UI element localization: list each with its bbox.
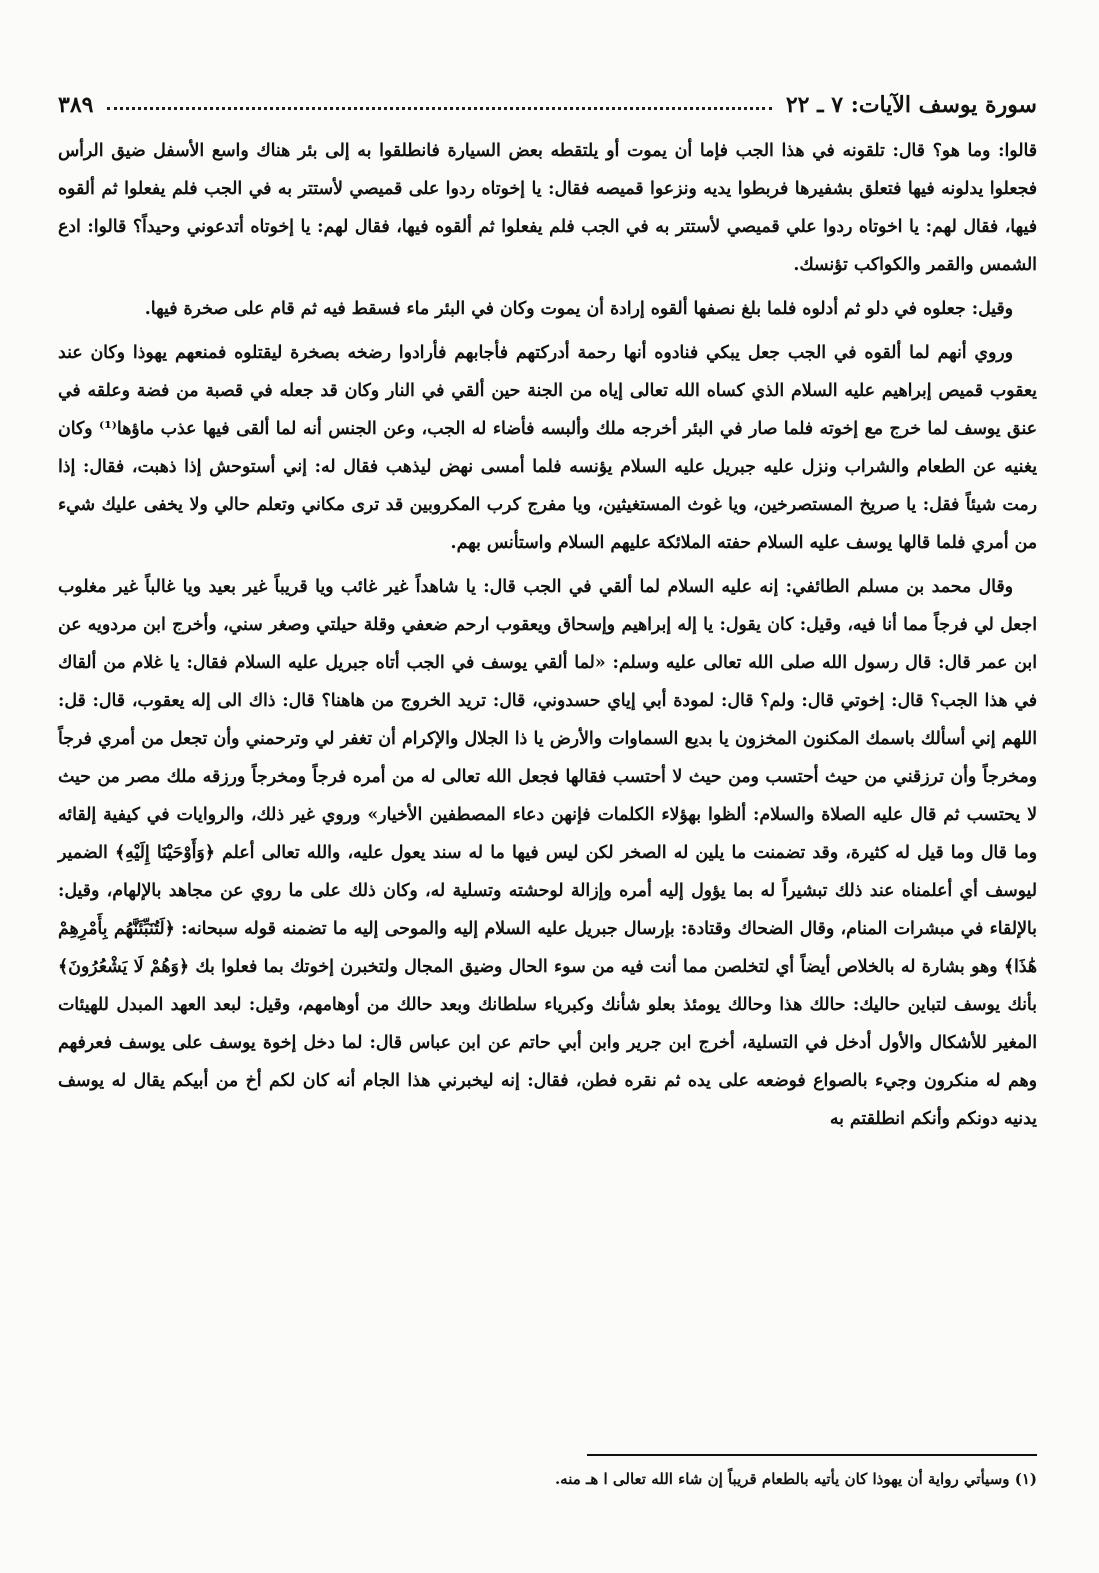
page-body	[58, 132, 1037, 1144]
running-header	[58, 78, 1037, 118]
header-leader-dots	[107, 107, 771, 110]
paragraph: وقال محمد بن مسلم الطائفي: إنه عليه السلام لما ألقي في الجب قال: يا شاهداً غير غائب ويا قريباً غير بعيد ويا غالباً غير مغلوب اجعل لي فرجاً مما أنا فيه، وقيل: كان يقول: يا إله إبراهيم وإسحاق ويعقوب ارحم ضعفي وقلة حيلتي وصغر سني، وأخرج ابن مردويه عن ابن عمر قال: قال رسول الله صلى الله تعالى عليه وسلم: «لما ألقي يوسف في الجب أتاه جبريل عليه السلام فقال: يا غلام من ألقاك في هذا الجب؟ قال: إخوتي قال: ولم؟ قال: لمودة أبي إياي حسدوني، قال: تريد الخروج من هاهنا؟ قال: ذاك الى إله يعقوب، قال: قل: اللهم إني أسألك باسمك المكنون المخزون يا بديع السماوات والأرض يا ذا الجلال والإكرام أن تغفر لي وترحمني وأن تجعل من أمري فرجاً ومخرجاً وأن ترزقني من حيث أحتسب ومن حيث لا أحتسب فقالها فجعل الله تعالى له من أمره فرجاً ومخرجاً ورزقه ملك مصر من حيث لا يحتسب ثم قال عليه الصلاة والسلام: ألظوا بهؤلاء الكلمات فإنهن دعاء المصطفين الأخيار» وروي غير ذلك، والروايات في كيفية إلقائه وما قال وما قيل له كثيرة، وقد تضمنت ما يلين له الصخر لكن ليس فيها ما له سند يعول عليه، والله تعالى أعلم ﴿وَأَوْحَيْنَا إِلَيْهِ﴾ الضمير ليوسف أي أعلمناه عند ذلك تبشيراً له بما يؤول إليه أمره وإزالة لوحشته وتسلية له، وكان ذلك على ما روي عن مجاهد بالإلهام، وقيل: بالإلقاء في مبشرات المنام، وقال الضحاك وقتادة: بإرسال جبريل عليه السلام إليه والموحى إليه ما تضمنه قوله سبحانه: ﴿لَتُنَبِّئَنَّهُم بِأَمْرِهِمْ هَٰذَا﴾ وهو بشارة له بالخلاص أيضاً أي لتخلصن مما أنت فيه من سوء الحال وضيق المجال ولتخبرن إخوتك بما فعلوا بك ﴿وَهُمْ لَا يَشْعُرُونَ﴾ بأنك يوسف لتباين حاليك: حالك هذا وحالك يومئذ بعلو شأنك وكبرياء سلطانك وبعد حالك من أوهامهم، وقيل: لبعد العهد المبدل للهيئات المغير للأشكال والأول أدخل في التسلية، أخرج ابن جرير وابن أبي حاتم عن ابن عباس قال: لما دخل إخوة يوسف على يوسف فعرفهم وهم له منكرون وجيء بالصواع فوضعه على يده ثم نقره فطن، فقال: إنه ليخبرني هذا الجام أنه كان لكم أخ من أبيكم يقال له يوسف يدنيه دونكم وأنكم انطلقتم به	[58, 577, 1037, 1129]
footnote: (١) وسيأتي رواية أن يهوذا كان يأتيه بالطعام قريباً إن شاء الله تعالى ا هـ منه.	[554, 1470, 1037, 1488]
footnote-separator	[587, 1454, 1037, 1456]
header-title: سورة يوسف الآيات: ٧ ـ ٢٢	[785, 92, 1037, 118]
paragraph: وقيل: جعلوه في دلو ثم أدلوه فلما بلغ نصفها ألقوه إرادة أن يموت وكان في البئر ماء فسقط فيه ثم قام على صخرة فيها.	[144, 299, 1013, 319]
paragraph: وروي أنهم لما ألقوه في الجب جعل يبكي فنادوه أنها رحمة أدركتهم فأجابهم فأرادوا رضخه بصخرة ليقتلوه فمنعهم يهوذا وكان عند يعقوب قميص إبراهيم عليه السلام الذي كساه الله تعالى إياه من الجنة حين ألقي في النار وكان قد جعله في قصبة من فضة وعلقه في عنق يوسف لما خرج مع إخوته فلما صار في البئر أخرجه ملك وألبسه فأضاء له الجب، وعن الجنس أنه لما ألقى فيها عذب ماؤها⁽¹⁾ وكان يغنيه عن الطعام والشراب ونزل عليه جبريل عليه السلام يؤنسه فلما أمسى نهض ليذهب فقال له: إني أستوحش إذا ذهبت، فقال: إذا رمت شيئاً فقل: يا صريخ المستصرخين، ويا غوث المستغيثين، ويا مفرج كرب المكروبين قد ترى مكاني وتعلم حالي ولا يخفى عليك شيء من أمري فلما قالها يوسف عليه السلام حفته الملائكة عليهم السلام واستأنس بهم.	[58, 343, 1037, 553]
page-number: ٣٨٩	[58, 92, 94, 118]
paragraph: قالوا: وما هو؟ قال: تلقونه في هذا الجب فإما أن يموت أو يلتقطه بعض السيارة فانطلقوا به إلى بئر هناك واسع الأسفل ضيق الرأس فجعلوا يدلونه فيها فتعلق بشفيرها فربطوا يديه ونزعوا قميصه فقال: يا إخوتاه ردوا على قميصي لأستتر به في الجب فلم يفعلوا ثم ألقوه فيها، فقال لهم: يا اخوتاه ردوا علي قميصي لأستتر به في الجب فلم يفعلوا ثم ألقوه فيها، فقال لهم: يا إخوتاه أتدعوني وحيداً؟ قالوا: ادع الشمس والقمر والكواكب تؤنسك.	[58, 141, 1037, 275]
